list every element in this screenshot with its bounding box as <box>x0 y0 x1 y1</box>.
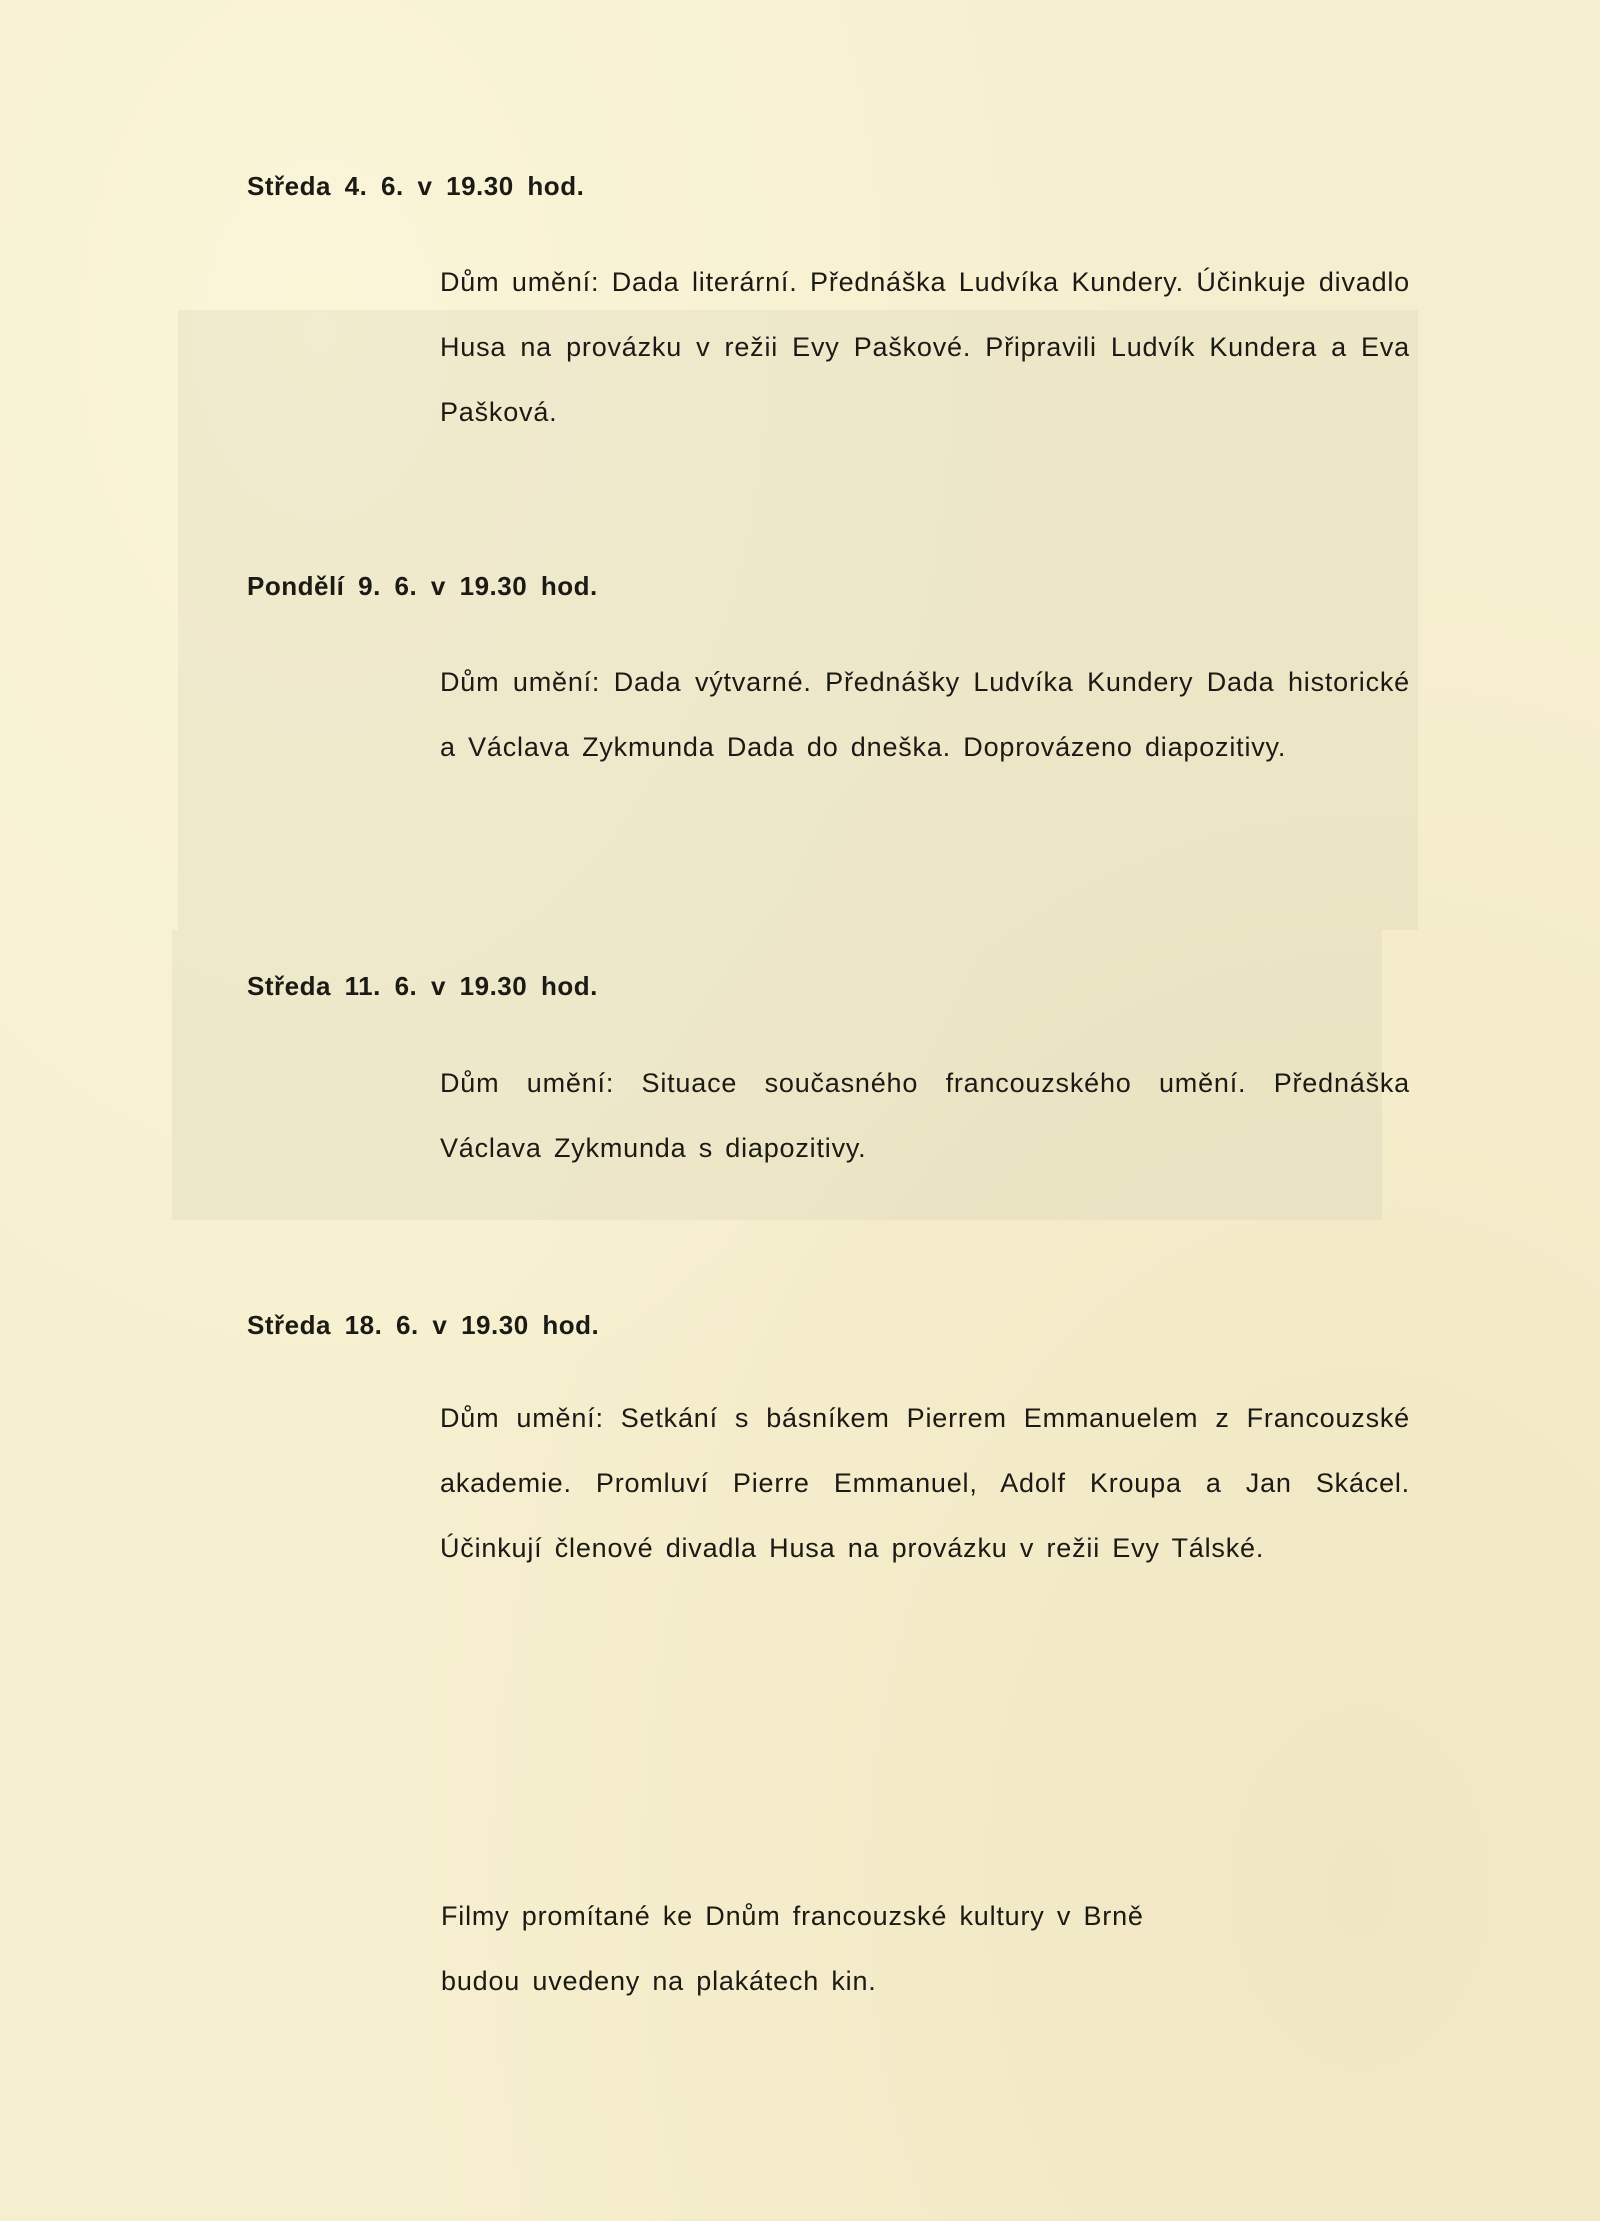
event-date: Středa 18. 6. v 19.30 hod. <box>247 1310 600 1340</box>
event-date: Pondělí 9. 6. v 19.30 hod. <box>247 571 598 601</box>
event-date: Středa 11. 6. v 19.30 hod. <box>247 971 598 1001</box>
footer-note <box>441 1884 1341 2014</box>
event-description: Dům umění: Dada výtvarné. Přednášky Ludvíka Kundery Dada historické a Václava Zykmunda Dada do dneška. Doprovázeno diapozitivy. <box>440 667 1410 762</box>
event-description: Dům umění: Setkání s básníkem Pierrem Emmanuelem z Francouzské akademie. Promluví Pierre Emmanuel, Adolf Kroupa a Jan Skácel. Účinkují členové divadla Husa na provázku v režii Evy Tálské. <box>440 1403 1410 1563</box>
event-date: Středa 4. 6. v 19.30 hod. <box>247 171 585 201</box>
event-description: Dům umění: Situace současného francouzského umění. Přednáška Václava Zykmunda s diapozitivy. <box>440 1068 1410 1163</box>
footer-line: budou uvedeny na plakátech kin. <box>441 1966 877 1996</box>
footer-line: Filmy promítané ke Dnům francouzské kultury v Brně <box>441 1901 1144 1931</box>
event-description: Dům umění: Dada literární. Přednáška Ludvíka Kundery. Účinkuje divadlo Husa na provázku v režii Evy Paškové. Připravili Ludvík Kundera a Eva Pašková. <box>440 267 1410 427</box>
